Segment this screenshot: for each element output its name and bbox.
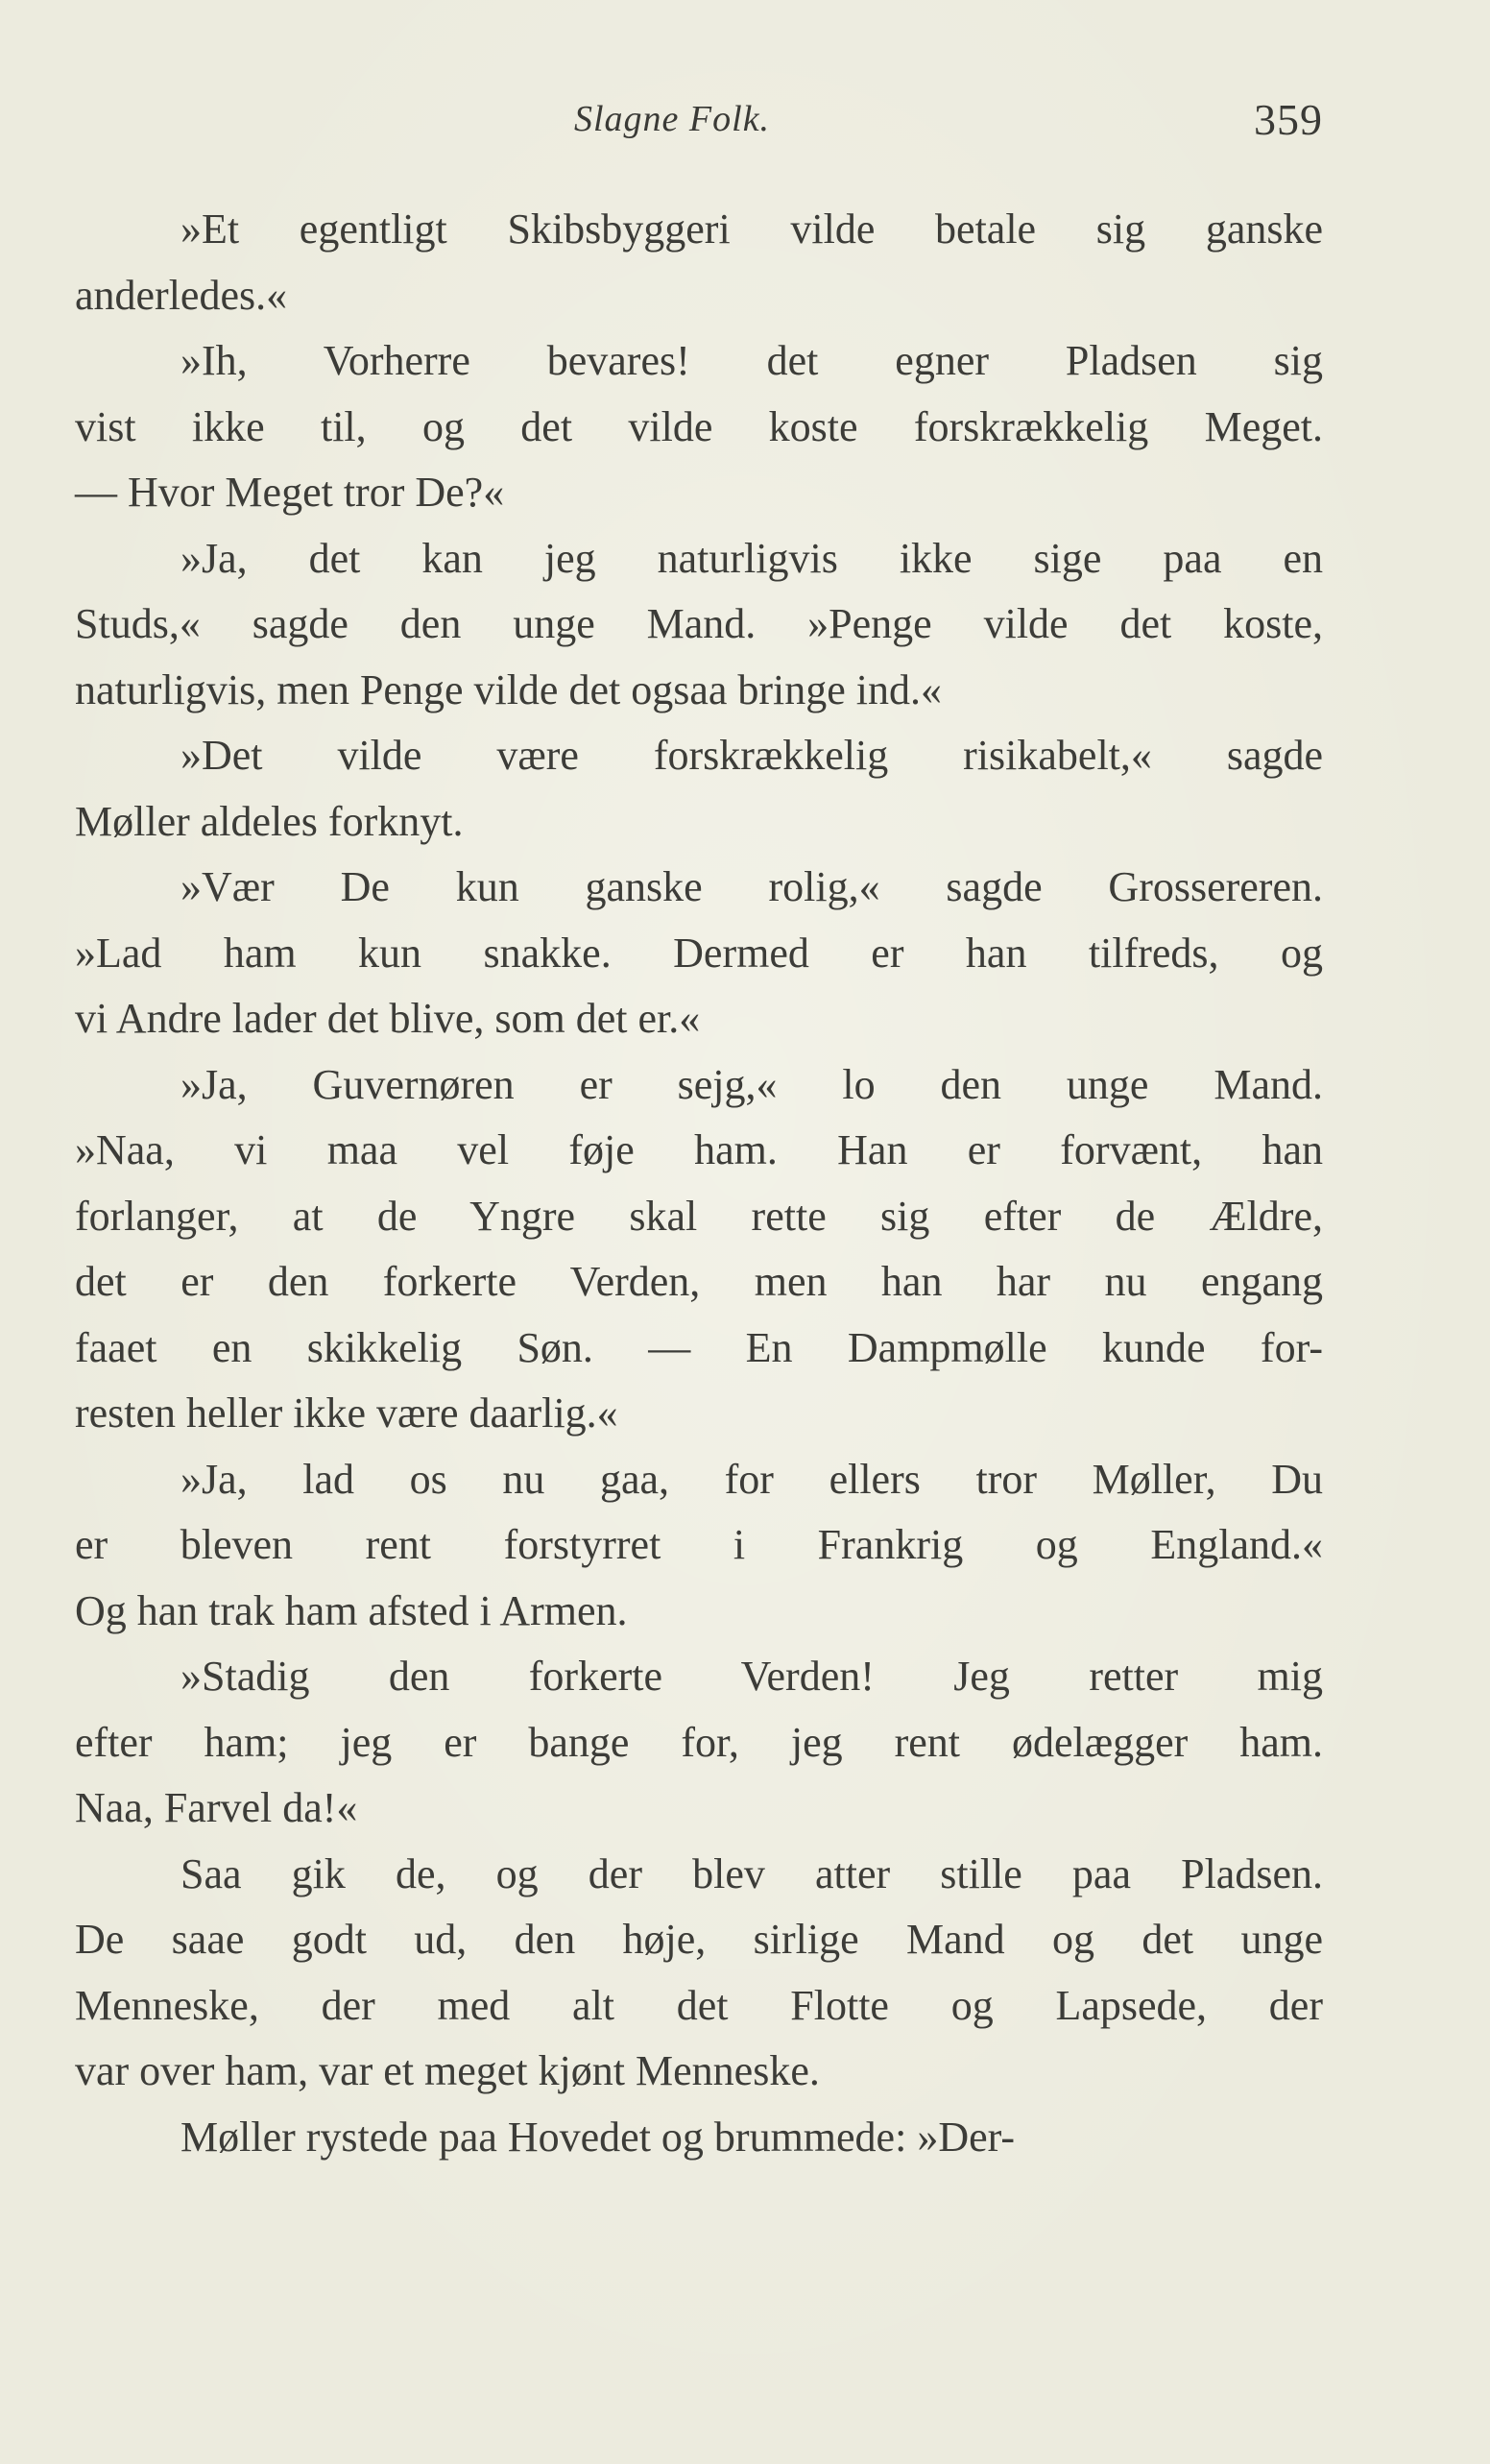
text-line: anderledes.« xyxy=(75,271,288,319)
text-line: er bleven rent forstyrret i Frankrig og England.« xyxy=(75,1521,1323,1568)
body-text xyxy=(75,197,1323,2170)
text-line: var over ham, var et meget kjønt Menneske. xyxy=(75,2047,820,2094)
text-line: »Ja, lad os nu gaa, for ellers tror Møller, Du xyxy=(180,1455,1323,1503)
text-line: »Ja, Guvernøren er sejg,« lo den unge Mand. xyxy=(180,1060,1323,1108)
text-line: vist ikke til, og det vilde koste forskrækkelig Meget. xyxy=(75,402,1323,450)
text-line: efter ham; jeg er bange for, jeg rent ødelægger ham. xyxy=(75,1718,1323,1766)
text-line: »Vær De kun ganske rolig,« sagde Grossereren. xyxy=(180,863,1323,910)
text-line: De saae godt ud, den høje, sirlige Mand og det unge xyxy=(75,1916,1323,1963)
text-line: naturligvis, men Penge vilde det ogsaa bringe ind.« xyxy=(75,665,943,713)
text-line: »Stadig den forkerte Verden! Jeg retter mig xyxy=(180,1653,1323,1700)
text-line: »Et egentligt Skibsbyggeri vilde betale sig ganske xyxy=(180,205,1323,253)
text-line: vi Andre lader det blive, som det er.« xyxy=(75,995,701,1042)
text-line: — Hvor Meget tror De?« xyxy=(75,469,505,516)
text-line: »Det vilde være forskrækkelig risikabelt,« sagde xyxy=(180,732,1323,779)
running-title: Slagne Folk. xyxy=(574,99,771,139)
text-line: Saa gik de, og der blev atter stille paa Pladsen. xyxy=(180,1849,1323,1897)
text-line: Studs,« sagde den unge Mand. »Penge vilde det koste, xyxy=(75,600,1323,647)
text-line: »Ja, det kan jeg naturligvis ikke sige paa en xyxy=(180,534,1323,582)
text-line: forlanger, at de Yngre skal rette sig efter de Ældre, xyxy=(75,1192,1323,1240)
text-line: Menneske, der med alt det Flotte og Lapsede, der xyxy=(75,1981,1323,2029)
page-header xyxy=(75,94,1323,152)
text-line: »Ih, Vorherre bevares! det egner Pladsen sig xyxy=(180,337,1323,384)
text-line: »Naa, vi maa vel føje ham. Han er forvænt, han xyxy=(75,1126,1323,1173)
text-line: Møller aldeles forknyt. xyxy=(75,797,464,845)
text-line: det er den forkerte Verden, men han har nu engang xyxy=(75,1258,1323,1305)
text-line: faaet en skikkelig Søn. — En Dampmølle kunde for- xyxy=(75,1323,1323,1371)
text-line: resten heller ikke være daarlig.« xyxy=(75,1389,618,1437)
text-line: »Lad ham kun snakke. Dermed er han tilfreds, og xyxy=(75,929,1323,977)
text-line: Naa, Farvel da!« xyxy=(75,1784,358,1831)
text-line: Og han trak ham afsted i Armen. xyxy=(75,1586,628,1634)
text-line: Møller rystede paa Hovedet og brummede: »Der- xyxy=(180,2113,1016,2161)
page-number: 359 xyxy=(1254,95,1323,144)
